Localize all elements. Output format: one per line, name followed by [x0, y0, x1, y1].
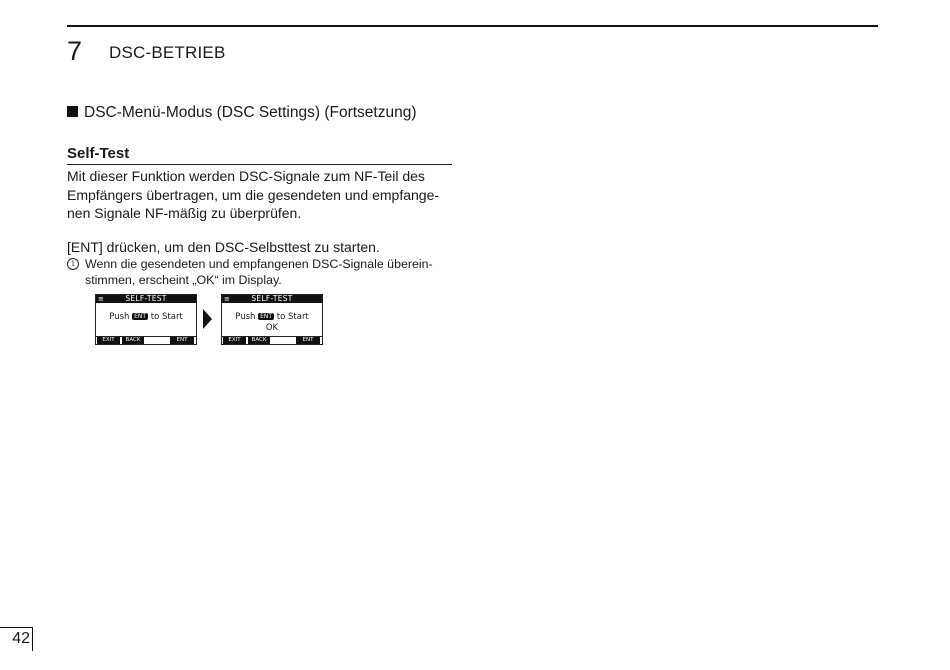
- ent-key-icon: ENT: [260, 313, 273, 320]
- lcd-title: SELF-TEST: [222, 295, 322, 303]
- lcd-result-ok: OK: [265, 323, 279, 333]
- arrow-right-icon: [203, 309, 212, 329]
- self-test-heading: Self-Test: [67, 145, 452, 165]
- lcd-msg-after: to Start: [150, 312, 183, 322]
- header-rule: [67, 25, 878, 27]
- lcd-message: [96, 312, 196, 322]
- chapter-title: DSC-BETRIEB: [109, 43, 226, 62]
- softkey-ent: ENT: [296, 337, 320, 344]
- softkey-exit: EXIT: [97, 337, 120, 344]
- lcd-message: [222, 312, 322, 322]
- softkey-bar: [222, 336, 322, 344]
- lcd-display-after: [221, 294, 323, 345]
- ent-key-icon: ENT: [134, 313, 147, 320]
- menu-icon: ≡: [224, 295, 230, 303]
- softkey-ent: ENT: [170, 337, 194, 344]
- lcd-msg-before: Push: [235, 312, 256, 322]
- chapter-number: 7: [67, 36, 83, 66]
- lcd-title: SELF-TEST: [96, 295, 196, 303]
- section-heading: [67, 103, 417, 123]
- lcd-msg-before: Push: [109, 312, 130, 322]
- lcd-display-before: [95, 294, 197, 345]
- info-icon: i: [67, 258, 79, 270]
- self-test-description: Mit dieser Funktion werden DSC-Signale zum NF-Teil des Empfängers übertragen, um die gesendeten und empfange-nen Signale NF-mäßig zu überprüfen.: [67, 168, 440, 221]
- menu-icon: ≡: [98, 295, 104, 303]
- softkey-back: BACK: [248, 337, 270, 344]
- note-text: Wenn die gesendeten und empfangenen DSC-Signale überein-stimmen, erscheint „OK“ im Display.: [85, 257, 433, 287]
- note: [67, 256, 452, 288]
- page-number: 42: [0, 627, 33, 651]
- square-bullet-icon: [67, 106, 78, 117]
- softkey-exit: EXIT: [223, 337, 246, 344]
- softkey-back: BACK: [122, 337, 144, 344]
- self-test-instruction: [ENT] drücken, um den DSC-Selbsttest zu starten.: [67, 239, 380, 255]
- softkey-bar: [96, 336, 196, 344]
- section-title: DSC-Menü-Modus (DSC Settings) (Fortsetzung): [84, 104, 417, 121]
- lcd-msg-after: to Start: [276, 312, 309, 322]
